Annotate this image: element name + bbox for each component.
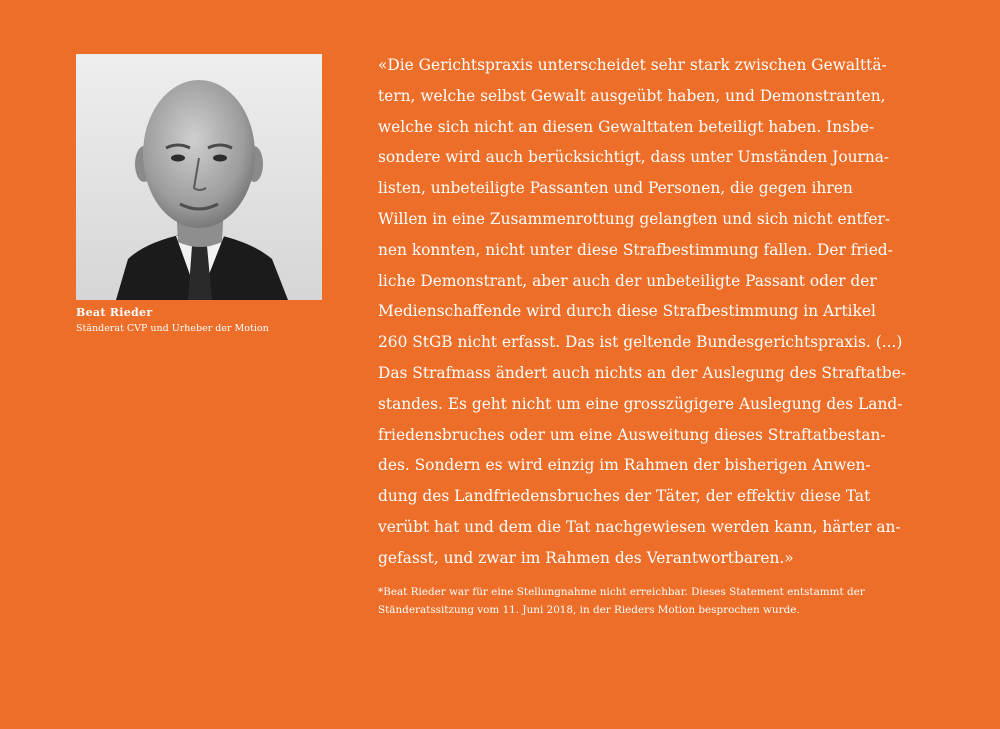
footnote-line: Ständeratssitzung vom 11. Juni 2018, in der Rieders Motion besprochen wurde. — [378, 603, 800, 616]
portrait-photo — [76, 54, 322, 300]
quote-line: friedensbruches oder um eine Ausweitung dieses Straftatbestan- — [378, 425, 886, 444]
quote-line: listen, unbeteiligte Passanten und Personen, die gegen ihren — [378, 179, 853, 198]
quote-line: nen konnten, nicht unter diese Strafbestimmung fallen. Der fried- — [378, 240, 893, 259]
caption-name: Beat Rieder — [76, 306, 153, 319]
quote-line: verübt hat und dem die Tat nachgewiesen werden kann, härter an- — [378, 517, 901, 536]
footnote — [378, 584, 968, 619]
quote-line: Willen in eine Zusammenrottung gelangten und sich nicht entfer- — [378, 209, 891, 228]
quote-line: liche Demonstrant, aber auch der unbeteiligte Passant oder der — [378, 271, 877, 290]
quote-line: des. Sondern es wird einzig im Rahmen der bisherigen Anwen- — [378, 456, 871, 475]
quote-line: dung des Landfriedensbruches der Täter, der effektiv diese Tat — [378, 487, 871, 506]
quote-line: standes. Es geht nicht um eine grosszügigere Auslegung des Land- — [378, 394, 903, 413]
person-portrait-icon — [76, 54, 322, 300]
quote-block — [378, 50, 968, 574]
quote-line: tern, welche selbst Gewalt ausgeübt haben, und Demonstranten, — [378, 86, 886, 105]
quote-line: Medienschaffende wird durch diese Strafbestimmung in Artikel — [378, 302, 876, 321]
quote-line: «Die Gerichtspraxis unterscheidet sehr stark zwischen Gewalttä- — [378, 56, 887, 74]
quote-line: 260 StGB nicht erfasst. Das ist geltende Bundesgerichtspraxis. (...) — [378, 333, 903, 352]
quote-line: Das Strafmass ändert auch nichts an der Auslegung des Straftatbe- — [378, 363, 907, 382]
caption-role: Ständerat CVP und Urheber der Motion — [76, 323, 269, 334]
quote-line: gefasst, und zwar im Rahmen des Verantwortbaren.» — [378, 548, 794, 567]
footnote-line: *Beat Rieder war für eine Stellungnahme nicht erreichbar. Dieses Statement entstammt der — [378, 586, 865, 598]
quote-line: sondere wird auch berücksichtigt, dass unter Umständen Journa- — [378, 148, 890, 167]
quote-line: welche sich nicht an diesen Gewalttaten beteiligt haben. Insbe- — [378, 117, 875, 136]
